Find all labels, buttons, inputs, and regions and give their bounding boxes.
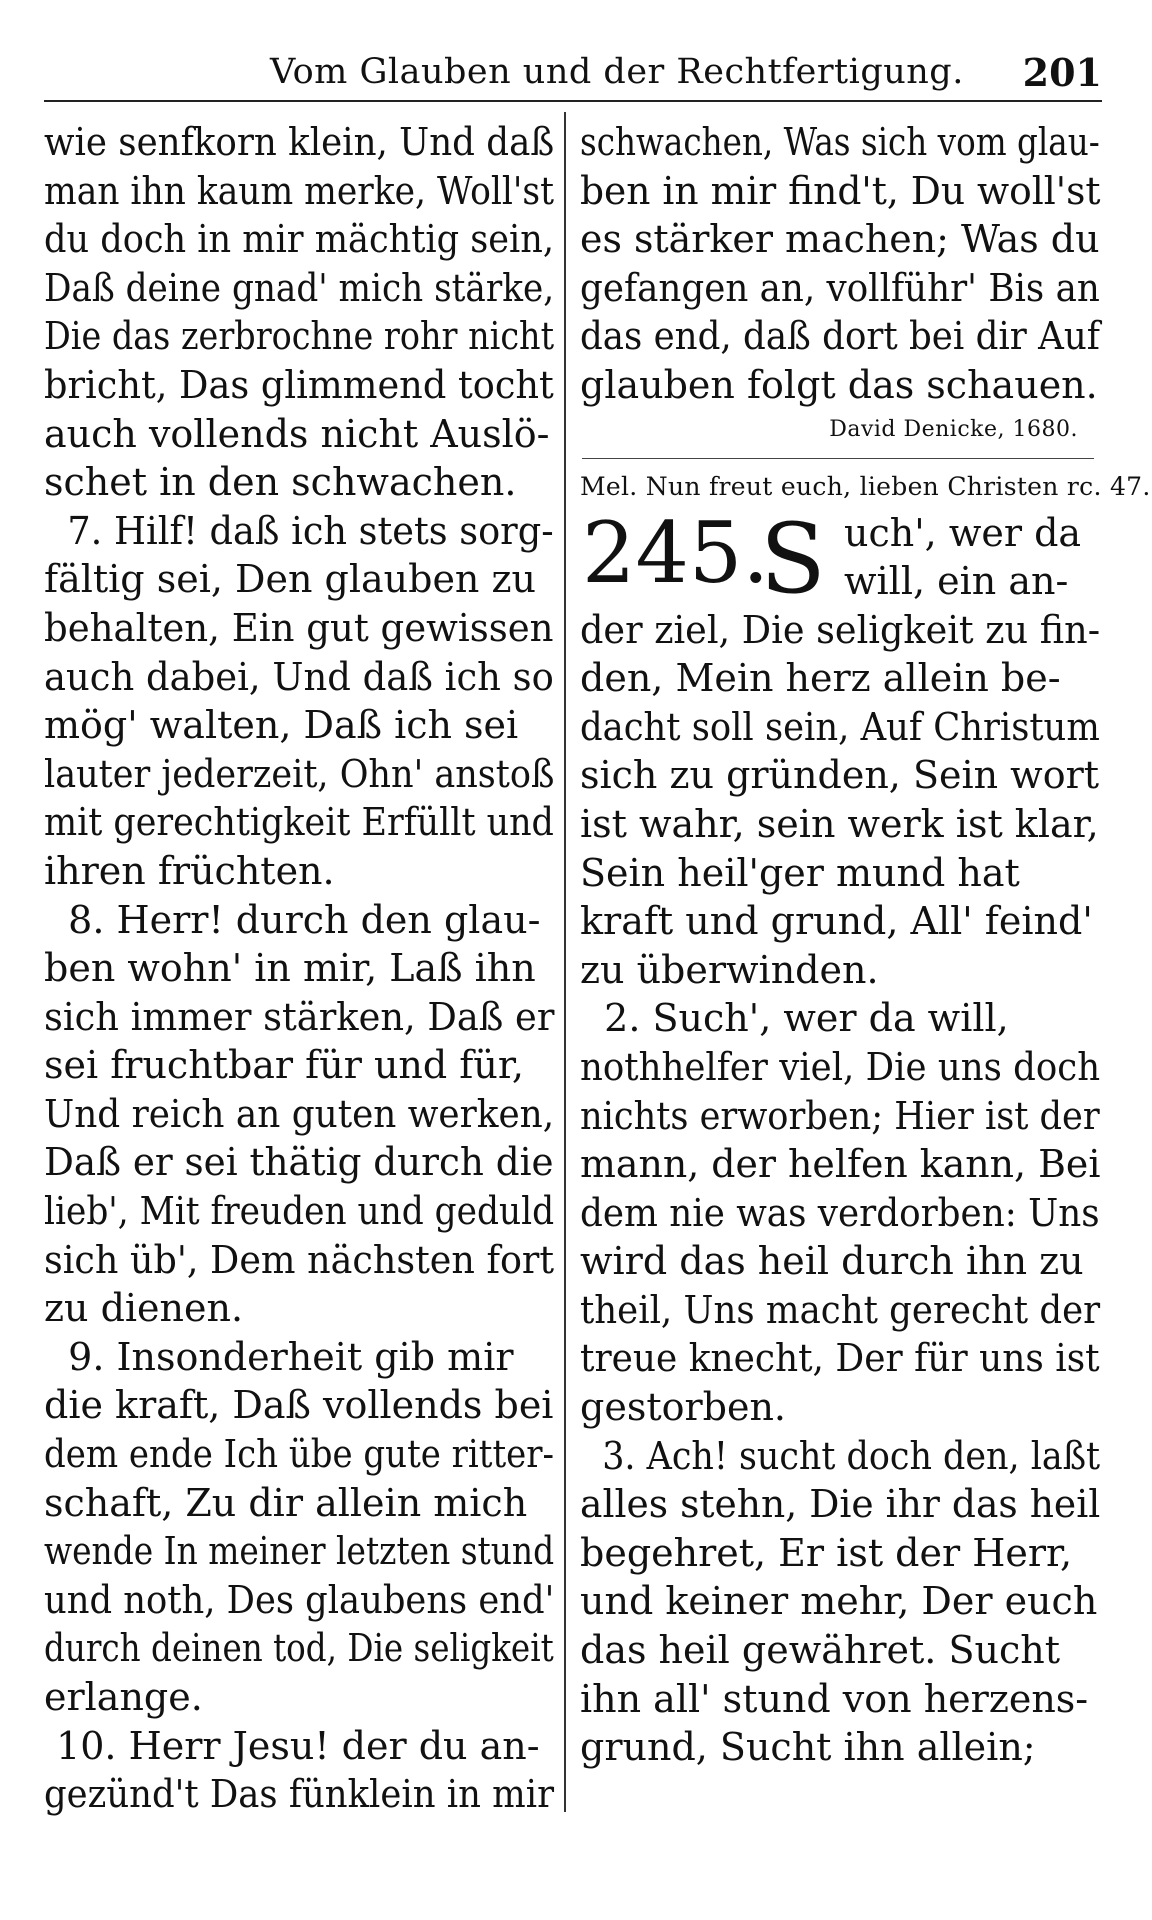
text-line: gestorben. bbox=[580, 1385, 786, 1430]
text-line: sich zu gründen, Sein wort bbox=[580, 753, 1100, 798]
hymn-heading bbox=[580, 502, 1100, 615]
left-column bbox=[44, 118, 554, 1819]
text-line: auch vollends nicht Auslö- bbox=[44, 411, 550, 456]
verse-start-line: 3. Ach! sucht doch den, laßt bbox=[580, 1433, 1101, 1478]
hymn-author: David Denicke, 1680. bbox=[829, 416, 1078, 442]
page-header bbox=[44, 48, 1102, 100]
text-line: gezünd't Das fünklein in mir bbox=[44, 1772, 555, 1817]
text-line: Daß er sei thätig durch die bbox=[44, 1140, 554, 1185]
text-line: durch deinen tod, Die seligkeit bbox=[44, 1626, 554, 1671]
text-line: du doch in mir mächtig sein, bbox=[44, 217, 555, 262]
text-line: Und reich an guten werken, bbox=[44, 1091, 555, 1136]
text-line: kraft und grund, All' feind' bbox=[580, 899, 1093, 944]
text-line: uch', wer da bbox=[844, 510, 1082, 555]
text-line: Die das zerbrochne rohr nicht bbox=[44, 314, 555, 359]
text-line: schaft, Zu dir allein mich bbox=[44, 1480, 528, 1525]
text-line: sei fruchtbar für und für, bbox=[44, 1043, 524, 1088]
text-line: der ziel, Die seligkeit zu fin- bbox=[580, 607, 1101, 652]
text-line: und noth, Des glaubens end' bbox=[44, 1577, 555, 1622]
text-line: mög' walten, Daß ich sei bbox=[44, 703, 519, 748]
text-line: erlange. bbox=[44, 1675, 203, 1719]
text-line: wende In meiner letzten stund bbox=[44, 1529, 555, 1574]
text-line: treue knecht, Der für uns ist bbox=[580, 1336, 1100, 1381]
text-line: nothhelfer viel, Die uns doch bbox=[580, 1044, 1101, 1089]
text-line: zu dienen. bbox=[44, 1286, 244, 1331]
text-line: ben in mir find't, Du woll'st bbox=[580, 168, 1101, 213]
verse-start-line: 9. Insonderheit gib mir bbox=[44, 1334, 514, 1379]
drop-cap: S bbox=[760, 502, 826, 615]
text-line: lieb', Mit freuden und geduld bbox=[44, 1189, 555, 1234]
text-line: sich üb', Dem nächsten fort bbox=[44, 1237, 555, 1282]
text-line: begehret, Er ist der Herr, bbox=[580, 1530, 1073, 1575]
text-line: ben wohn' in mir, Laß ihn bbox=[44, 946, 536, 991]
melody-reference: Mel. Nun freut euch, lieben Christen rc. 47. bbox=[580, 471, 1151, 501]
text-line: dacht soll sein, Auf Christum bbox=[580, 704, 1100, 749]
text-line: es stärker machen; Was du bbox=[580, 217, 1100, 262]
text-line: und keiner mehr, Der euch bbox=[580, 1579, 1098, 1624]
text-line: fältig sei, Den glauben zu bbox=[44, 557, 536, 602]
column-divider bbox=[564, 112, 566, 1812]
section-divider bbox=[582, 458, 1094, 459]
text-line: man ihn kaum merke, Woll'st bbox=[44, 168, 554, 213]
text-line: mann, der helfen kann, Bei bbox=[580, 1142, 1101, 1187]
verse-start-line: 10. Herr Jesu! der du an- bbox=[44, 1723, 540, 1768]
text-line: glauben folgt das schauen. bbox=[580, 362, 1098, 407]
text-line: behalten, Ein gut gewissen bbox=[44, 605, 554, 650]
text-line: ihren früchten. bbox=[44, 848, 335, 893]
text-line: wie senfkorn klein, Und daß bbox=[44, 120, 555, 164]
header-rule bbox=[44, 100, 1102, 102]
text-line: den, Mein herz allein be- bbox=[580, 656, 1061, 701]
text-line: ihn all' stund von herzens- bbox=[580, 1676, 1089, 1721]
text-line: das end, daß dort bei dir Auf bbox=[580, 314, 1100, 359]
text-line: Daß deine gnad' mich stärke, bbox=[44, 265, 555, 310]
text-line: sich immer stärken, Daß er bbox=[44, 994, 555, 1039]
text-line: die kraft, Daß vollends bei bbox=[44, 1383, 554, 1428]
text-line: das heil gewähret. Sucht bbox=[580, 1628, 1060, 1673]
text-line: wird das heil durch ihn zu bbox=[580, 1239, 1084, 1284]
running-head-title: Vom Glauben und der Rechtfertigung. bbox=[270, 52, 964, 92]
text-line: theil, Uns macht gerecht der bbox=[580, 1287, 1101, 1332]
text-line: mit gerechtigkeit Erfüllt und bbox=[44, 800, 554, 845]
verse-start-line: 2. Such', wer da will, bbox=[580, 996, 1009, 1041]
text-line: gefangen an, vollführ' Bis an bbox=[580, 265, 1100, 310]
text-line: grund, Sucht ihn allein; bbox=[580, 1725, 1036, 1770]
text-line: auch dabei, Und daß ich so bbox=[44, 654, 554, 699]
text-line: schet in den schwachen. bbox=[44, 460, 517, 505]
text-line: schwachen, Was sich vom glau- bbox=[580, 120, 1100, 164]
text-line: ist wahr, sein werk ist klar, bbox=[580, 801, 1099, 846]
text-line: alles stehn, Die ihr das heil bbox=[580, 1482, 1101, 1527]
text-line: dem ende Ich übe gute ritter- bbox=[44, 1432, 554, 1477]
right-column bbox=[580, 118, 1151, 1772]
text-line: Sein heil'ger mund hat bbox=[580, 850, 1020, 895]
text-line: nichts erworben; Hier ist der bbox=[580, 1093, 1100, 1138]
hymn-number: 245. bbox=[582, 503, 770, 602]
page-number: 201 bbox=[1022, 50, 1102, 95]
verse-start-line: 7. Hilf! daß ich stets sorg- bbox=[44, 508, 554, 553]
text-line: will, ein an- bbox=[844, 559, 1069, 604]
text-line: bricht, Das glimmend tocht bbox=[44, 362, 554, 407]
text-line: dem nie was verdorben: Uns bbox=[580, 1190, 1100, 1235]
verse-start-line: 8. Herr! durch den glau- bbox=[44, 897, 541, 942]
text-line: zu überwinden. bbox=[580, 947, 879, 992]
text-line: lauter jederzeit, Ohn' anstoß bbox=[44, 751, 555, 796]
